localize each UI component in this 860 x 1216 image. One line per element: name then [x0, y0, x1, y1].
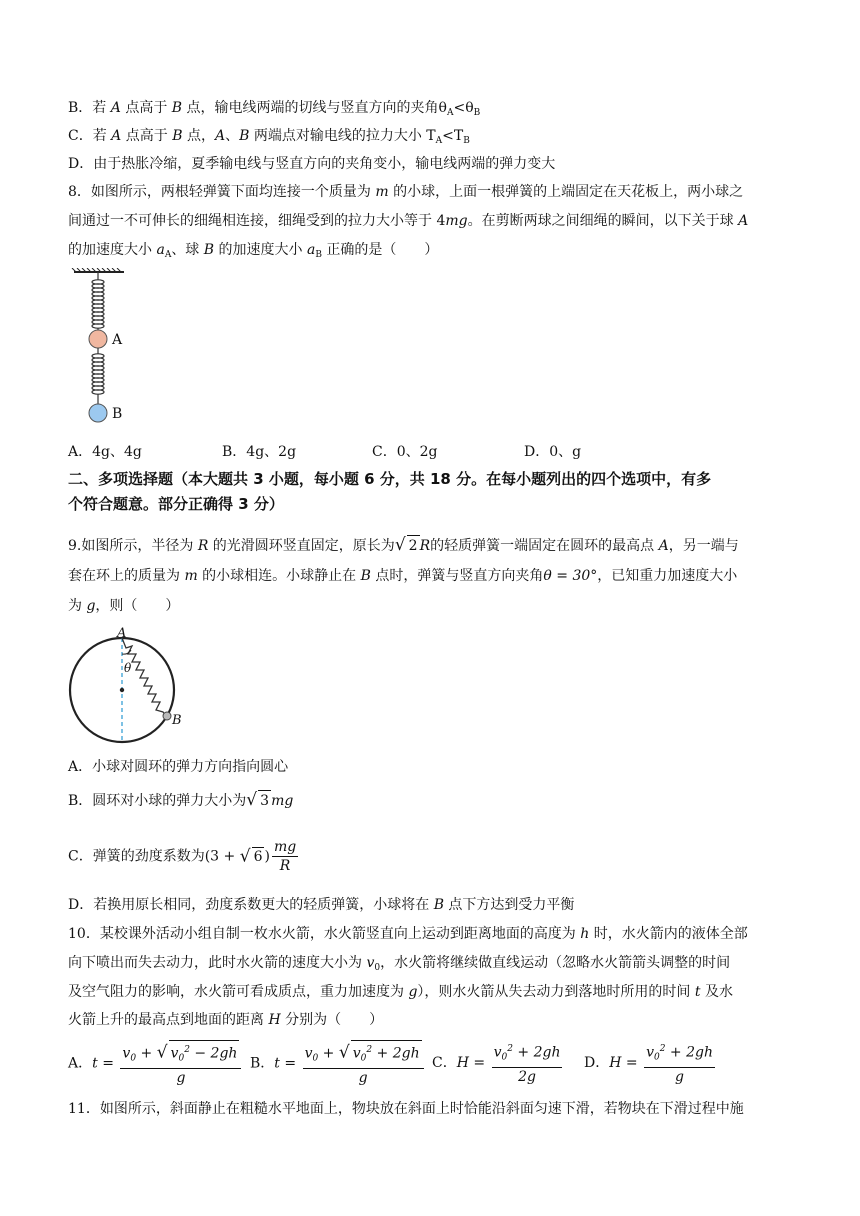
ring-spring-figure: [66, 624, 196, 748]
ball-b: [89, 404, 107, 422]
q9-stem-line2: 套在环上的质量为 m 的小球相连。小球静止在 B 点时，弹簧与竖直方向夹角θ = 30°，已知重力加速度大小: [68, 568, 738, 584]
q9-stem-line3: 为 g，则（ ）: [68, 598, 180, 614]
fig-label-a: A: [117, 626, 127, 641]
spring-zigzag: [122, 638, 166, 716]
section2-heading-line1: 二、多项选择题（本大题共 3 小题，每小题 6 分，共 18 分。在每小题列出的四个选项中，有多: [68, 470, 712, 488]
q10-stem-line1: 10．某校课外活动小组自制一枚水火箭，水火箭竖直向上运动到距离地面的高度为 h 时，水火箭内的液体全部: [68, 926, 748, 942]
q7-option-c: C．若 A 点高于 B 点，A、B 两端点对输电线的拉力大小 $T_A<T_B$: [68, 128, 470, 146]
q10-option-d: D．H = $\frac{v_0^2 + 2gh}{g}$: [584, 1040, 717, 1086]
q8-stem-line3: 的加速度大小 $a_A$、球 B 的加速度大小 $a_B$ 正确的是（ ）: [68, 242, 439, 260]
section2-heading-line2: 个符合题意。部分正确得 3 分）: [68, 495, 284, 513]
q10-option-b: B．t = $\frac{v_0 + √ v_0^2 + 2gh}{g}$: [250, 1040, 426, 1087]
ring-center: [120, 688, 124, 692]
lower-spring: [92, 348, 104, 404]
ring-ball: [163, 712, 171, 720]
q10-stem-line4: 火箭上升的最高点到地面的距离 H 分别为（ ）: [68, 1012, 384, 1028]
q10-stem-line2: 向下喷出而失去动力，此时水火箭的速度大小为 $v_0$，水火箭将继续做直线运动（忽略水火箭箭头调整的时间: [68, 955, 731, 973]
upper-spring: [92, 272, 104, 330]
fig-label-theta: θ: [124, 661, 132, 675]
fig-label-b: B: [172, 713, 182, 728]
q8-option-b: B．4g、2g: [222, 444, 297, 460]
q9-option-c: C．弹簧的劲度系数为(3 + √ 6 ) $\frac{mg}{R}$: [68, 839, 297, 874]
q7-option-d: D．由于热胀冷缩，夏季输电线与竖直方向的夹角变小，输电线两端的弹力变大: [68, 156, 556, 172]
q8-option-c: C．0、2g: [372, 444, 438, 460]
q9-option-b: B．圆环对小球的弹力大小为√ 3 mg: [68, 790, 294, 810]
q8-option-a: A．4g、4g: [68, 444, 142, 460]
fig-label-b: B: [112, 406, 123, 422]
q8-stem-line1: 8．如图所示，两根轻弹簧下面均连接一个质量为 m 的小球，上面一根弹簧的上端固定在天花板上，两小球之: [68, 184, 744, 200]
spring-ball-figure: [68, 268, 148, 428]
fig-label-a: A: [112, 332, 123, 348]
q9-stem-line1: 9.如图所示，半径为 R 的光滑圆环竖直固定，原长为√ 2 R的轻质弹簧一端固定在圆环的最高点 A，另一端与: [68, 535, 739, 555]
ball-a: [89, 330, 107, 348]
q11-stem-line1: 11．如图所示，斜面静止在粗糙水平地面上，物块放在斜面上时恰能沿斜面匀速下滑，若物块在下滑过程中施: [68, 1101, 744, 1117]
q10-option-c: C．H = $\frac{v_0^2 + 2gh}{2g}$: [432, 1040, 564, 1086]
q10-stem-line3: 及空气阻力的影响，水火箭可看成质点，重力加速度为 g），则水火箭从失去动力到落地时所用的时间 t 及水: [68, 984, 733, 1000]
q9-option-a: A．小球对圆环的弹力方向指向圆心: [68, 759, 289, 775]
q7-option-b: B．若 A 点高于 B 点，输电线两端的切线与竖直方向的夹角$\theta_A<\theta_B$: [68, 100, 481, 118]
q10-option-a: A．t = $\frac{v_0 + √ v_0^2 - 2gh}{g}$: [68, 1040, 243, 1087]
q9-option-d: D．若换用原长相同，劲度系数更大的轻质弹簧，小球将在 B 点下方达到受力平衡: [68, 897, 575, 913]
q8-option-d: D．0、g: [524, 444, 582, 460]
q8-stem-line2: 间通过一不可伸长的细绳相连接，细绳受到的拉力大小等于 4mg。在剪断两球之间细绳的瞬间，以下关于球 A: [68, 213, 749, 229]
